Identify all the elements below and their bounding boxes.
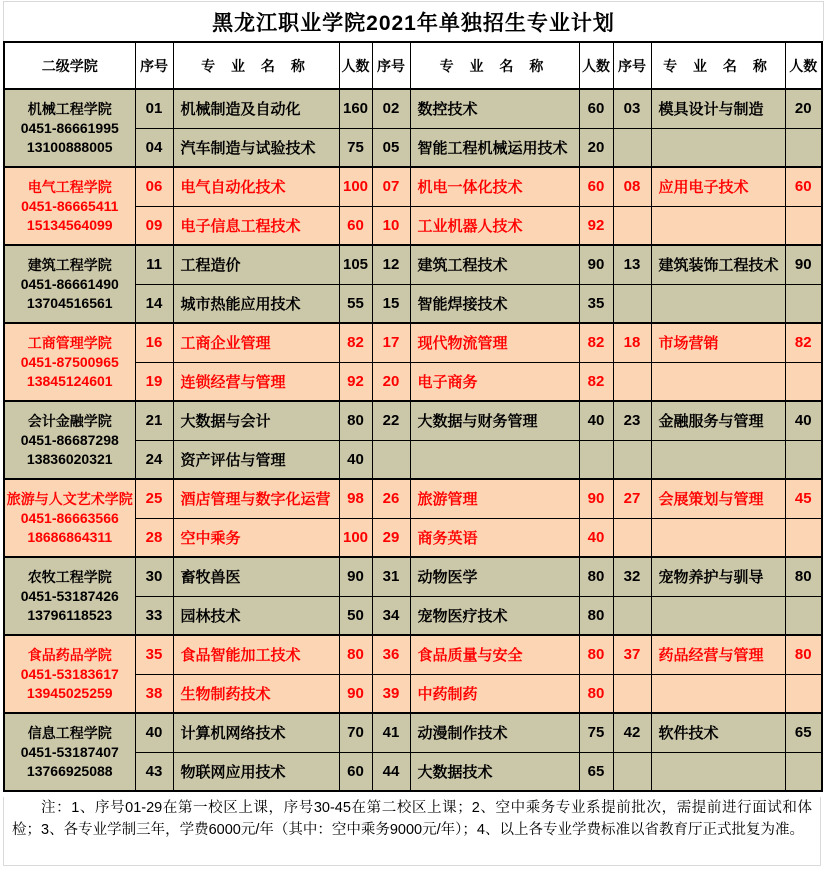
college-cell: [4, 89, 135, 167]
count-cell: 92: [579, 206, 613, 245]
seq-cell: 16: [135, 323, 173, 362]
count-cell: [579, 440, 613, 479]
seq-cell: 13: [613, 245, 651, 284]
count-cell: 80: [579, 596, 613, 635]
seq-cell: 11: [135, 245, 173, 284]
count-cell: 105: [339, 245, 372, 284]
count-cell: [785, 674, 822, 713]
count-cell: 82: [579, 323, 613, 362]
count-cell: 80: [339, 635, 372, 674]
seq-cell: 17: [372, 323, 410, 362]
major-cell: 食品质量与安全: [410, 635, 579, 674]
seq-cell: 03: [613, 89, 651, 128]
college-phone: 0451-86661490: [20, 275, 119, 292]
seq-cell: 31: [372, 557, 410, 596]
major-cell: 城市热能应用技术: [173, 284, 339, 323]
seq-cell: 32: [613, 557, 651, 596]
major-cell: 数控技术: [410, 89, 579, 128]
seq-cell: 25: [135, 479, 173, 518]
major-cell: 空中乘务: [173, 518, 339, 557]
seq-cell: 12: [372, 245, 410, 284]
count-cell: 90: [339, 674, 372, 713]
major-cell: 大数据与财务管理: [410, 401, 579, 440]
seq-cell: 38: [135, 674, 173, 713]
enrollment-plan-table: [3, 41, 823, 792]
college-phone: 13945025259: [26, 684, 113, 701]
seq-cell: 09: [135, 206, 173, 245]
count-cell: 40: [785, 401, 822, 440]
major-cell: 应用电子技术: [651, 167, 785, 206]
college-name: 信息工程学院: [27, 724, 112, 741]
major-cell: 动物医学: [410, 557, 579, 596]
count-cell: 90: [339, 557, 372, 596]
table-row: [4, 167, 822, 206]
table-row: [4, 245, 822, 284]
major-cell: 动漫制作技术: [410, 713, 579, 752]
table-row: [4, 401, 822, 440]
major-cell: 物联网应用技术: [173, 752, 339, 791]
count-cell: [785, 362, 822, 401]
count-cell: 75: [339, 128, 372, 167]
count-cell: 20: [579, 128, 613, 167]
major-cell: [651, 674, 785, 713]
seq-cell: [372, 440, 410, 479]
count-cell: [785, 752, 822, 791]
seq-cell: 37: [613, 635, 651, 674]
seq-cell: 20: [372, 362, 410, 401]
count-cell: 20: [785, 89, 822, 128]
table-row: [4, 479, 822, 518]
seq-cell: [613, 206, 651, 245]
major-cell: 汽车制造与试验技术: [173, 128, 339, 167]
count-cell: 100: [339, 518, 372, 557]
seq-cell: 18: [613, 323, 651, 362]
count-cell: 40: [339, 440, 372, 479]
college-cell: [4, 557, 135, 635]
major-cell: [651, 596, 785, 635]
major-cell: 模具设计与制造: [651, 89, 785, 128]
college-cell: [4, 635, 135, 713]
seq-cell: 36: [372, 635, 410, 674]
header-count-1: 人数: [339, 42, 372, 89]
seq-cell: [613, 674, 651, 713]
major-cell: 商务英语: [410, 518, 579, 557]
seq-cell: 24: [135, 440, 173, 479]
major-cell: [651, 128, 785, 167]
seq-cell: 40: [135, 713, 173, 752]
college-phone: 0451-86665411: [21, 197, 119, 214]
count-cell: [785, 518, 822, 557]
count-cell: 90: [579, 479, 613, 518]
seq-cell: 23: [613, 401, 651, 440]
seq-cell: 34: [372, 596, 410, 635]
header-major-2: 专 业 名 称: [410, 42, 579, 89]
seq-cell: 06: [135, 167, 173, 206]
major-cell: 畜牧兽医: [173, 557, 339, 596]
major-cell: 生物制药技术: [173, 674, 339, 713]
college-name: 会计金融学院: [27, 412, 112, 429]
seq-cell: 42: [613, 713, 651, 752]
major-cell: 电子信息工程技术: [173, 206, 339, 245]
major-cell: 智能工程机械运用技术: [410, 128, 579, 167]
count-cell: 35: [579, 284, 613, 323]
college-name: 食品药品学院: [27, 646, 112, 663]
major-cell: [410, 440, 579, 479]
plan-table-body: [4, 89, 822, 791]
college-name: 工商管理学院: [27, 334, 112, 351]
college-cell: [4, 245, 135, 323]
major-cell: 中药制药: [410, 674, 579, 713]
title-bar: [3, 1, 824, 41]
header-college: 二级学院: [4, 42, 135, 89]
college-cell: [4, 479, 135, 557]
major-cell: 旅游管理: [410, 479, 579, 518]
major-cell: 工程造价: [173, 245, 339, 284]
major-cell: [651, 362, 785, 401]
count-cell: 65: [579, 752, 613, 791]
header-seq-2: 序号: [372, 42, 410, 89]
seq-cell: 22: [372, 401, 410, 440]
major-cell: 食品智能加工技术: [173, 635, 339, 674]
header-major-3: 专 业 名 称: [651, 42, 785, 89]
seq-cell: 35: [135, 635, 173, 674]
major-cell: 会展策划与管理: [651, 479, 785, 518]
college-phone: 13100888005: [26, 138, 113, 155]
major-cell: 机电一体化技术: [410, 167, 579, 206]
college-name: 电气工程学院: [27, 178, 112, 195]
count-cell: [785, 440, 822, 479]
major-cell: 大数据技术: [410, 752, 579, 791]
seq-cell: 02: [372, 89, 410, 128]
seq-cell: 30: [135, 557, 173, 596]
college-phone: 0451-53187426: [20, 587, 119, 604]
table-row: [4, 557, 822, 596]
major-cell: [651, 206, 785, 245]
college-phone: 0451-53183617: [20, 665, 119, 682]
count-cell: 55: [339, 284, 372, 323]
major-cell: [651, 284, 785, 323]
college-cell: [4, 323, 135, 401]
seq-cell: [613, 440, 651, 479]
major-cell: 药品经营与管理: [651, 635, 785, 674]
count-cell: 98: [339, 479, 372, 518]
table-row: [4, 89, 822, 128]
seq-cell: 44: [372, 752, 410, 791]
major-cell: [651, 440, 785, 479]
count-cell: 40: [579, 518, 613, 557]
college-phone: 13836020321: [26, 450, 113, 467]
count-cell: 92: [339, 362, 372, 401]
count-cell: 75: [579, 713, 613, 752]
major-cell: 机械制造及自动化: [173, 89, 339, 128]
college-phone: 18686864311: [27, 528, 113, 545]
seq-cell: [613, 284, 651, 323]
seq-cell: 14: [135, 284, 173, 323]
college-cell: [4, 713, 135, 791]
footnote-text: 注：1、序号01-29在第一校区上课，序号30-45在第二校区上课；2、空中乘务专业系提前批次，需提前进行面试和体检；3、各专业学制三年，学费6000元/年（其中：空中乘务9000元/年）；4、以上各专业学费标准以省教育厅正式批复为准。: [12, 800, 812, 838]
college-phone: 13796118523: [27, 606, 113, 623]
major-cell: 建筑装饰工程技术: [651, 245, 785, 284]
count-cell: 40: [579, 401, 613, 440]
table-row: [4, 635, 822, 674]
major-cell: 宠物医疗技术: [410, 596, 579, 635]
header-major-1: 专 业 名 称: [173, 42, 339, 89]
header-row: [4, 42, 822, 89]
header-count-3: 人数: [785, 42, 822, 89]
seq-cell: 07: [372, 167, 410, 206]
major-cell: 电子商务: [410, 362, 579, 401]
college-cell: [4, 167, 135, 245]
seq-cell: 26: [372, 479, 410, 518]
college-phone: 0451-86687298: [20, 431, 119, 448]
college-name: 建筑工程学院: [27, 256, 112, 273]
count-cell: 82: [785, 323, 822, 362]
seq-cell: 19: [135, 362, 173, 401]
count-cell: 90: [785, 245, 822, 284]
page-title: 黑龙江职业学院2021年单独招生专业计划: [212, 11, 615, 35]
count-cell: 45: [785, 479, 822, 518]
college-phone: 15134564099: [26, 216, 113, 233]
count-cell: 80: [579, 557, 613, 596]
seq-cell: 28: [135, 518, 173, 557]
college-name: 农牧工程学院: [27, 568, 112, 585]
seq-cell: 27: [613, 479, 651, 518]
count-cell: 60: [579, 89, 613, 128]
seq-cell: [613, 518, 651, 557]
major-cell: 大数据与会计: [173, 401, 339, 440]
college-cell: [4, 401, 135, 479]
seq-cell: 39: [372, 674, 410, 713]
count-cell: 80: [579, 635, 613, 674]
major-cell: 资产评估与管理: [173, 440, 339, 479]
college-phone: 0451-53187407: [20, 743, 119, 760]
count-cell: 65: [785, 713, 822, 752]
count-cell: 80: [579, 674, 613, 713]
major-cell: 市场营销: [651, 323, 785, 362]
header-seq-1: 序号: [135, 42, 173, 89]
seq-cell: 43: [135, 752, 173, 791]
table-header: [4, 42, 822, 89]
count-cell: [785, 128, 822, 167]
table-row: [4, 323, 822, 362]
footnote-box: [3, 797, 821, 866]
major-cell: [651, 518, 785, 557]
seq-cell: 10: [372, 206, 410, 245]
college-phone: 0451-86663566: [20, 509, 119, 526]
table-row: [4, 713, 822, 752]
seq-cell: [613, 752, 651, 791]
count-cell: 50: [339, 596, 372, 635]
count-cell: 160: [339, 89, 372, 128]
count-cell: 60: [339, 752, 372, 791]
college-phone: 0451-87500965: [20, 353, 119, 370]
count-cell: 80: [785, 557, 822, 596]
college-phone: 13704516561: [26, 294, 113, 311]
major-cell: 计算机网络技术: [173, 713, 339, 752]
seq-cell: 33: [135, 596, 173, 635]
content-container: [3, 1, 824, 866]
count-cell: [785, 596, 822, 635]
major-cell: 园林技术: [173, 596, 339, 635]
count-cell: 60: [339, 206, 372, 245]
seq-cell: 15: [372, 284, 410, 323]
college-phone: 13845124601: [26, 372, 113, 389]
count-cell: 70: [339, 713, 372, 752]
seq-cell: 05: [372, 128, 410, 167]
count-cell: 90: [579, 245, 613, 284]
major-cell: 智能焊接技术: [410, 284, 579, 323]
seq-cell: 29: [372, 518, 410, 557]
count-cell: 100: [339, 167, 372, 206]
header-seq-3: 序号: [613, 42, 651, 89]
seq-cell: 41: [372, 713, 410, 752]
major-cell: 现代物流管理: [410, 323, 579, 362]
major-cell: 软件技术: [651, 713, 785, 752]
count-cell: [785, 206, 822, 245]
college-name: 旅游与人文艺术学院: [6, 490, 133, 507]
college-phone: 13766925088: [26, 762, 113, 779]
major-cell: 工业机器人技术: [410, 206, 579, 245]
seq-cell: 08: [613, 167, 651, 206]
count-cell: 82: [579, 362, 613, 401]
count-cell: [785, 284, 822, 323]
major-cell: 电气自动化技术: [173, 167, 339, 206]
count-cell: 80: [339, 401, 372, 440]
college-name: 机械工程学院: [27, 100, 112, 117]
seq-cell: [613, 128, 651, 167]
seq-cell: 04: [135, 128, 173, 167]
count-cell: 80: [785, 635, 822, 674]
header-count-2: 人数: [579, 42, 613, 89]
major-cell: 宠物养护与驯导: [651, 557, 785, 596]
seq-cell: [613, 362, 651, 401]
major-cell: [651, 752, 785, 791]
major-cell: 连锁经营与管理: [173, 362, 339, 401]
college-phone: 0451-86661995: [20, 119, 119, 136]
seq-cell: [613, 596, 651, 635]
count-cell: 82: [339, 323, 372, 362]
seq-cell: 21: [135, 401, 173, 440]
seq-cell: 01: [135, 89, 173, 128]
major-cell: 金融服务与管理: [651, 401, 785, 440]
count-cell: 60: [579, 167, 613, 206]
major-cell: 建筑工程技术: [410, 245, 579, 284]
count-cell: 60: [785, 167, 822, 206]
major-cell: 酒店管理与数字化运营: [173, 479, 339, 518]
major-cell: 工商企业管理: [173, 323, 339, 362]
